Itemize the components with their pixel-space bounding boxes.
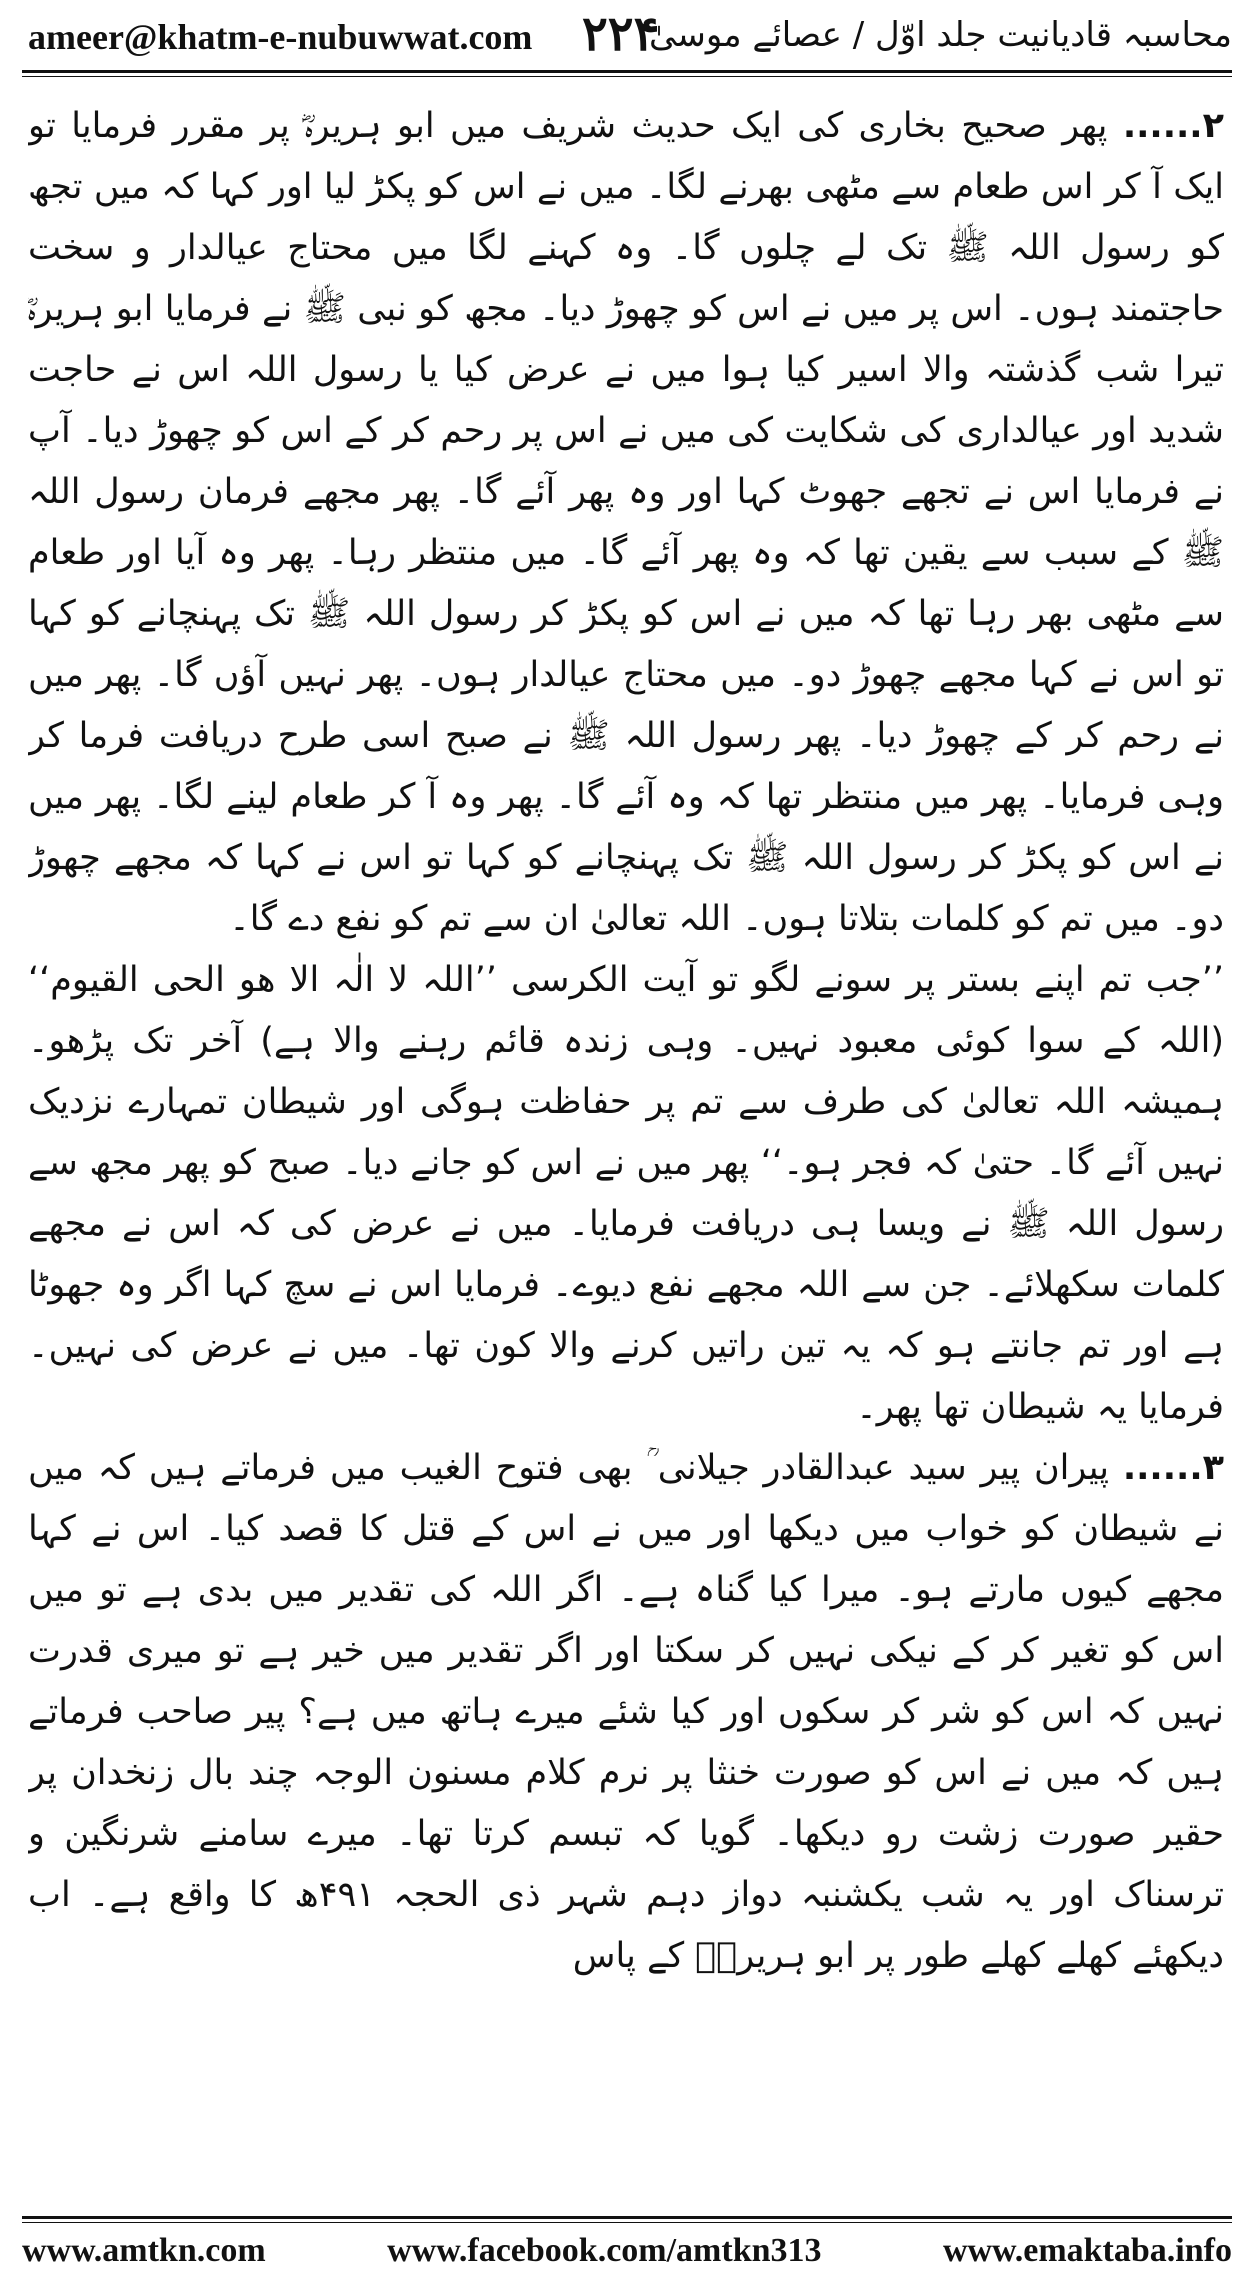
page-footer [22,2226,1232,2276]
paragraph-number: ۲...... [1122,106,1224,146]
footer-divider [22,2216,1232,2219]
book-title: محاسبہ قادیانیت جلد اوّل / عصائے موسیٰ [649,15,1232,55]
page-body [28,96,1224,2196]
paragraph-text: پھر صحیح بخاری کی ایک حدیث شریف میں ابو ہریرہؓ پر مقرر فرمایا تو ایک آ کر اس طعام سے مٹھی بھرنے لگا۔ میں نے اس کو پکڑ لیا اور کہا کہ میں تجھ کو رسول اللہ ﷺ تک لے چلوں گا۔ وہ کہنے لگا میں محتاج عیالدار و سخت حاجتمند ہوں۔ اس پر میں نے اس کو چھوڑ دیا۔ مجھ کو نبی ﷺ نے فرمایا ابو ہریرہؓ تیرا شب گذشتہ والا اسیر کیا ہوا میں نے عرض کیا یا رسول اللہ اس نے حاجت شدید اور عیالداری کی شکایت کی میں نے اس پر رحم کر کے اس کو چھوڑ دیا۔ آپ نے فرمایا اس نے تجھے جھوٹ کہا اور وہ پھر آئے گا۔ پھر مجھے فرمان رسول اللہ ﷺ کے سبب سے یقین تھا کہ وہ پھر آئے گا۔ میں منتظر رہا۔ پھر وہ آیا اور طعام سے مٹھی بھر رہا تھا کہ میں نے اس کو پکڑ کر رسول اللہ ﷺ تک پہنچانے کو کہا تو اس نے کہا مجھے چھوڑ دو۔ میں محتاج عیالدار ہوں۔ پھر نہیں آؤں گا۔ پھر میں نے رحم کر کے چھوڑ دیا۔ پھر رسول اللہ ﷺ نے صبح اسی طرح دریافت فرما کر وہی فرمایا۔ پھر میں منتظر تھا کہ وہ آئے گا۔ پھر وہ آ کر طعام لینے لگا۔ پھر میں نے اس کو پکڑ کر رسول اللہ ﷺ تک پہنچانے کو کہا تو اس نے کہا کہ مجھے چھوڑ دو۔ میں تم کو کلمات بتلاتا ہوں۔ اللہ تعالیٰ ان سے تم کو نفع دے گا۔ [28,106,1224,939]
paragraph-quote [28,950,1224,1438]
paragraph-2 [28,96,1224,950]
header-divider [22,70,1232,73]
paragraph-text: پیران پیر سید عبدالقادر جیلانی ؒ بھی فتوح الغیب میں فرماتے ہیں کہ میں نے شیطان کو خواب میں دیکھا اور میں نے اس کے قتل کا قصد کیا۔ اس نے کہا مجھے کیوں مارتے ہو۔ میرا کیا گناہ ہے۔ اگر اللہ کی تقدیر میں بدی ہے تو میں اس کو تغیر کر کے نیکی نہیں کر سکتا اور اگر تقدیر میں خیر ہے تو میری قدرت نہیں کہ اس کو شر کر سکوں اور کیا شئے میرے ہاتھ میں ہے؟ پیر صاحب فرماتے ہیں کہ میں نے اس کو صورت خنثا پر نرم کلام مسنون الوجہ چند بال زنخدان پر حقیر صورت زشت رو دیکھا۔ گویا کہ تبسم کرتا تھا۔ میرے سامنے شرنگین و ترسناک اور یہ شب یکشنبہ دواز دہم شہر ذی الحجہ ۴۹۱ھ کا واقع ہے۔ اب دیکھئے کھلے کھلے طور پر ابو ہریرہؓ کے پاس [28,1448,1224,1976]
paragraph-3 [28,1438,1224,1987]
paragraph-number: ۳...... [1122,1448,1224,1488]
header-divider-thin [22,76,1232,77]
page-header [0,0,1252,78]
footer-link-emaktaba[interactable]: www.emaktaba.info [942,2232,1232,2269]
header-email: ameer@khatm-e-nubuwwat.com [28,17,533,57]
footer-divider-thin [22,2222,1232,2223]
page-number: ۲۲۴ [582,6,660,62]
paragraph-text: ’’جب تم اپنے بستر پر سونے لگو تو آیت الکرسی ’’اللہ لا الٰہ الا ھو الحی القیوم‘‘ (اللہ کے سوا کوئی معبود نہیں۔ وہی زندہ قائم رہنے والا ہے) آخر تک پڑھو۔ ہمیشہ اللہ تعالیٰ کی طرف سے تم پر حفاظت ہوگی اور شیطان تمہارے نزدیک نہیں آئے گا۔ حتیٰ کہ فجر ہو۔‘‘ پھر میں نے اس کو جانے دیا۔ صبح کو پھر مجھ سے رسول اللہ ﷺ نے ویسا ہی دریافت فرمایا۔ میں نے عرض کی کہ اس نے مجھے کلمات سکھلائے۔ جن سے اللہ مجھے نفع دیوے۔ فرمایا اس نے سچ کہا اگر وہ جھوٹا ہے اور تم جانتے ہو کہ یہ تین راتیں کرنے والا کون تھا۔ میں نے عرض کی نہیں۔ فرمایا یہ شیطان تھا پھر۔ [28,960,1224,1427]
footer-link-facebook[interactable]: www.facebook.com/amtkn313 [387,2232,822,2269]
footer-link-amtkn[interactable]: www.amtkn.com [22,2232,266,2269]
